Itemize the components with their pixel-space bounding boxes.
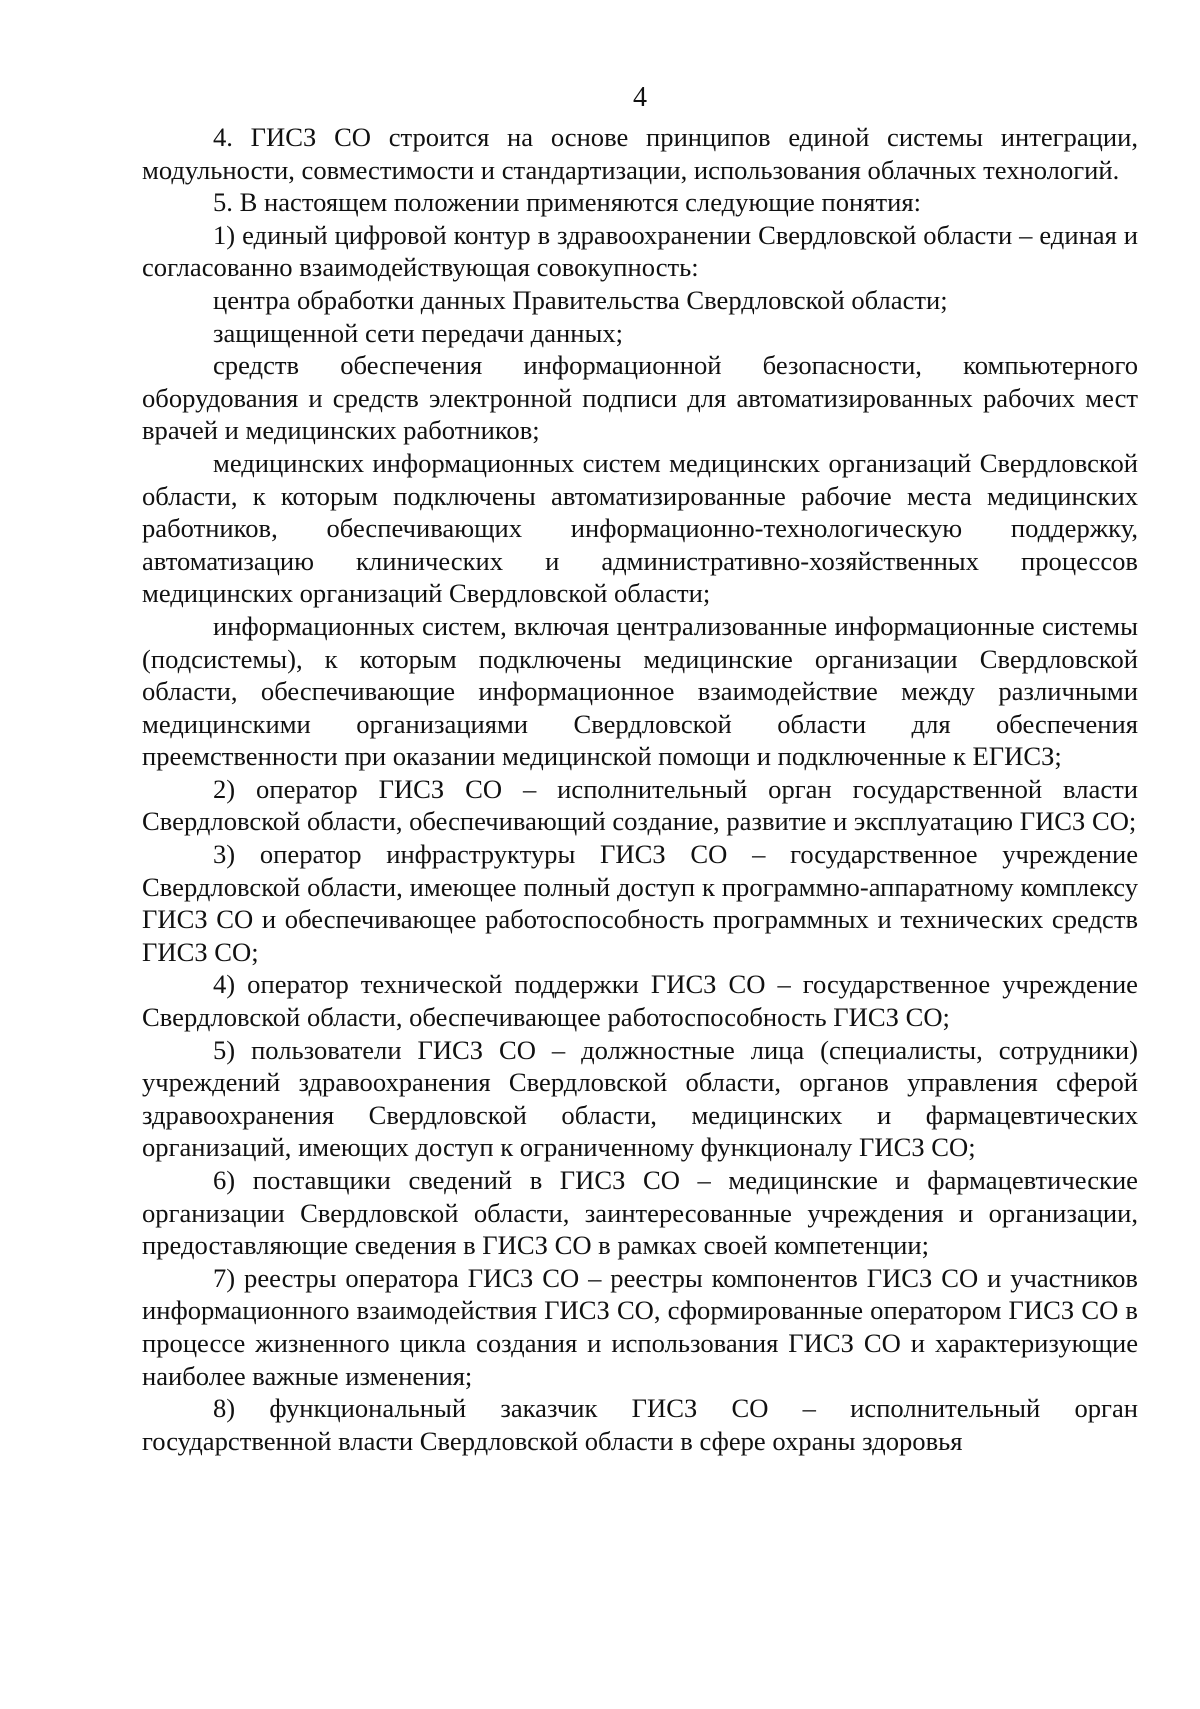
definition-8-functional-customer: 8) функциональный заказчик ГИСЗ СО – исполнительный орган государственной власти Свердловской области в сфере охраны здоровья xyxy=(142,1393,1138,1456)
definition-1-digital-circuit: 1) единый цифровой контур в здравоохранении Свердловской области – единая и согласованно взаимодействующая совокупность: xyxy=(142,219,1138,283)
definition-3-infrastructure-operator: 3) оператор инфраструктуры ГИСЗ СО – государственное учреждение Свердловской области, имеющее полный доступ к программно-аппаратному комплексу ГИСЗ СО и обеспечивающее работоспособность программных и технических средств ГИСЗ СО; xyxy=(142,839,1138,967)
definition-4-support-operator: 4) оператор технической поддержки ГИСЗ СО – государственное учреждение Свердловской области, обеспечивающее работоспособность ГИСЗ СО; xyxy=(142,969,1138,1033)
document-body xyxy=(142,121,1138,1457)
list-item-security-means: средств обеспечения информационной безопасности, компьютерного оборудования и средств электронной подписи для автоматизированных рабочих мест врачей и медицинских работников; xyxy=(142,350,1138,446)
paragraph-4-principles: 4. ГИСЗ СО строится на основе принципов единой системы интеграции, модульности, совместимости и стандартизации, использования облачных технологий. xyxy=(142,122,1138,185)
definition-7-registries: 7) реестры оператора ГИСЗ СО – реестры компонентов ГИСЗ СО и участников информационного взаимодействия ГИСЗ СО, сформированные оператором ГИСЗ СО в процессе жизненного цикла создания и использования ГИСЗ СО и характеризующие наиболее важные изменения; xyxy=(142,1262,1138,1391)
list-item-info-systems: информационных систем, включая централизованные информационные системы (подсистемы), к которым подключены медицинские организации Свердловской области, обеспечивающие информационное взаимодействие между различными медицинскими организациями Свердловской области для обеспечения преемственности при оказании медицинской помощи и подключенные к ЕГИСЗ; xyxy=(142,610,1138,772)
definition-6-data-providers: 6) поставщики сведений в ГИСЗ СО – медицинские и фармацевтические организации Свердловской области, заинтересованные учреждения и организации, предоставляющие сведения в ГИСЗ СО в рамках своей компетенции; xyxy=(142,1165,1138,1261)
page-number: 4 xyxy=(633,82,647,113)
list-item-medical-info-systems: медицинских информационных систем медицинских организаций Свердловской области, к которым подключены автоматизированные рабочие места медицинских работников, обеспечивающих информационно-технологическую поддержку, автоматизацию клинических и административно-хозяйственных процессов медицинских организаций Свердловской области; xyxy=(142,447,1138,609)
paragraph-5-definitions-intro: 5. В настоящем положении применяются следующие понятия: xyxy=(213,187,921,218)
definition-2-operator: 2) оператор ГИСЗ СО – исполнительный орган государственной власти Свердловской области, обеспечивающий создание, развитие и эксплуатацию ГИСЗ СО; xyxy=(142,773,1138,837)
list-item-data-center: центра обработки данных Правительства Свердловской области; xyxy=(213,284,948,315)
list-item-secure-network: защищенной сети передачи данных; xyxy=(213,317,624,348)
definition-5-users: 5) пользователи ГИСЗ СО – должностные лица (специалисты, сотрудники) учреждений здравоохранения Свердловской области, органов управления сферой здравоохранения Свердловской области, медицинских и фармацевтических организаций, имеющих доступ к ограниченному функционалу ГИСЗ СО; xyxy=(142,1034,1138,1163)
